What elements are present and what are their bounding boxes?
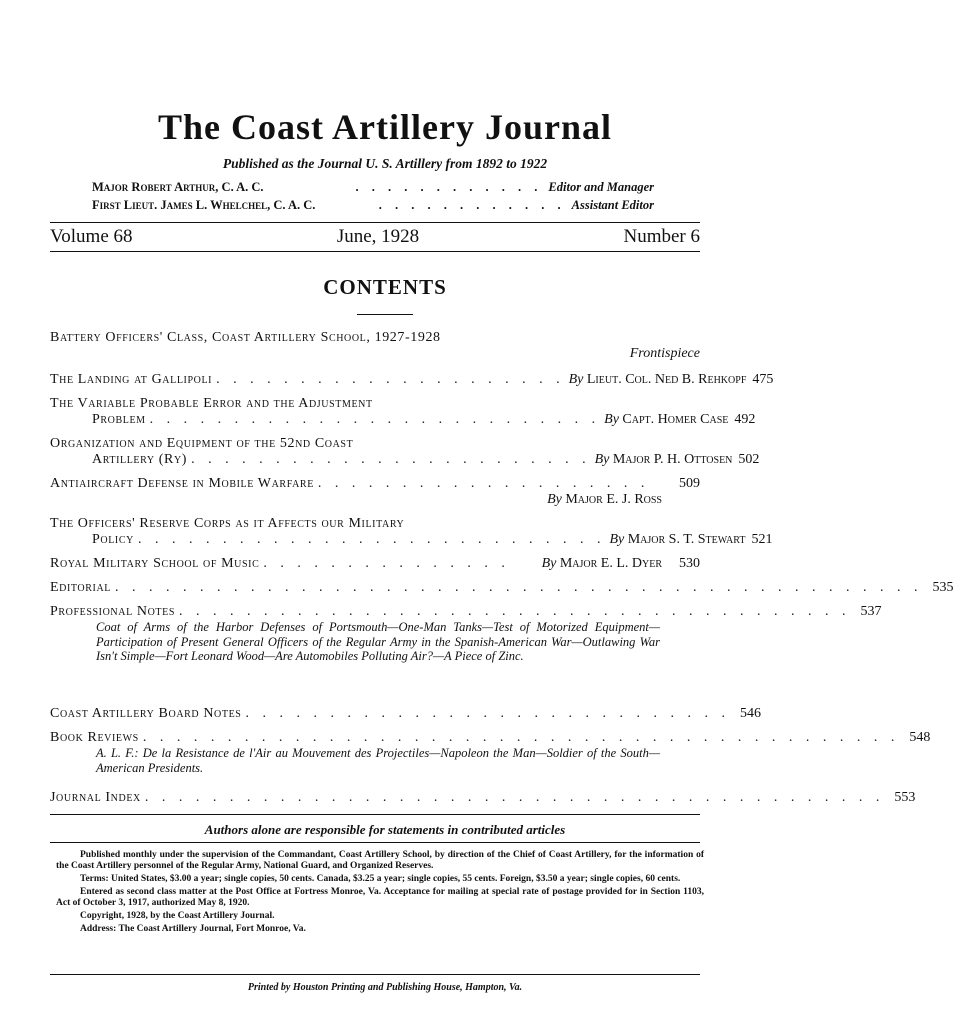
entry-title-cont: Artillery (Ry) — [92, 452, 188, 467]
entry-title: The Variable Probable Error and the Adjustment — [50, 396, 373, 411]
entry-title: The Officers' Reserve Corps as it Affects our Military — [50, 516, 405, 531]
entry-page: 509 — [679, 476, 700, 491]
entry-page: 530 — [679, 556, 700, 571]
divider — [50, 974, 700, 975]
entry-page: 535 — [932, 580, 953, 595]
printer-imprint: Printed by Houston Printing and Publishing House, Hampton, Va. — [247, 982, 523, 993]
toc-entry[interactable] — [50, 372, 774, 388]
leader-dots: . . . . . . . . . . . . . . . . . . . . . . . . . . . . . — [245, 706, 730, 721]
short-rule — [357, 314, 413, 315]
toc-entry[interactable] — [50, 604, 882, 664]
notice-paragraph: Published monthly under the supervision of the Commandant, Coast Artillery School, by direction of the Chief of Coast Artillery, for the information of the Coast Artillery personnel of the Regular Army, National Guard, and Organized Reserves. — [56, 850, 704, 871]
entry-title: Battery Officers' Class, Coast Artillery School, 1927-1928 — [50, 330, 441, 345]
entry-page: 521 — [751, 532, 773, 547]
leader-dots: . . . . . . . . . . . . . . . . . . . . . . . . . . . . — [137, 532, 606, 547]
divider — [50, 222, 700, 223]
staff-editor — [92, 180, 654, 195]
by-label: By — [609, 532, 625, 547]
entry-title: The Landing at Gallipoli — [50, 372, 213, 387]
entry-title: Editorial — [50, 580, 111, 595]
toc-entry[interactable] — [50, 436, 760, 468]
leader-dots: . . . . . . . . . . . . . . . . . . . . . . . . . . . — [149, 412, 601, 427]
leader-dots: . . . . . . . . . . . . . . . . . . . . — [317, 476, 650, 491]
by-label: By — [547, 492, 562, 507]
divider — [50, 842, 700, 843]
entry-subtopics: Coat of Arms of the Harbor Defenses of Portsmouth—One-Man Tanks—Test of Motorized Equipment—Participation of Present General Officers of the Regular Army in the Spanish-American War—Outlawing War Isn't Simple—Fort Leonard Wood—Are Automobiles Polluting Air?—A Piece of Zinc. — [96, 620, 660, 663]
divider — [50, 814, 700, 815]
entry-page: 548 — [909, 730, 931, 745]
leader-dots: . . . . . . . . . . . . . . . . . . . . . . . . . . . . . . . . . . . . . . . . . . . . . — [142, 730, 900, 745]
entry-page: 537 — [860, 604, 882, 619]
toc-entry[interactable] — [50, 730, 931, 775]
volume-number: Volume 68 — [50, 226, 133, 247]
leader-dots: . . . . . . . . . . . . . . . . . . . . . . . . . . . . . . . . . . . . . . . . . . . . — [144, 790, 885, 805]
toc-entry[interactable] — [50, 556, 700, 572]
leader-dots: . . . . . . . . . . . . . . . . . . . . . . . . — [191, 452, 591, 467]
entry-title-cont: Policy — [92, 532, 134, 547]
by-label: By — [604, 412, 619, 427]
contents-heading: CONTENTS — [323, 275, 447, 299]
notice-paragraph: Entered as second class matter at the Post Office at Fortress Monroe, Va. Acceptance for mailing at special rate of postage provided for in Section 1103, Act of October 3, 1917, authorized May 8, 1920. — [56, 887, 704, 908]
entry-title: Book Reviews — [50, 730, 139, 745]
publication-notice — [56, 850, 704, 937]
toc-entry[interactable] — [50, 330, 700, 362]
staff-assistant — [92, 198, 654, 213]
leader-dots: . . . . . . . . . . . . . . . . . . . . . — [216, 372, 565, 387]
entry-title: Organization and Equipment of the 52nd Coast — [50, 436, 354, 451]
entry-subtopics: A. L. F.: De la Resistance de l'Air au Mouvement des Projectiles—Napoleon the Man—Soldier of the South—American Presidents. — [96, 746, 660, 775]
leader-dots: . . . . . . . . . . . . . . . . . . . . . . . . . . . . . . . . . . . . . . . . . . . . . . . . — [114, 580, 923, 595]
leader-dots: . . . . . . . . . . . . . . . . . . . . . . . . . . . . . . . . . . . . . . . . — [179, 604, 851, 619]
notice-paragraph: Copyright, 1928, by the Coast Artillery Journal. — [80, 911, 275, 921]
entry-title: Professional Notes — [50, 604, 175, 619]
assistant-role: Assistant Editor — [571, 198, 654, 212]
editor-role: Editor and Manager — [548, 180, 654, 194]
leader-dots: . . . . . . . . . . . . — [378, 198, 566, 212]
entry-author: Major P. H. Ottosen — [612, 452, 733, 467]
editor-name: Major Robert Arthur, C. A. C. — [92, 180, 264, 194]
entry-author: Major E. J. Ross — [565, 492, 662, 507]
entry-author: Major E. L. Dyer — [559, 556, 662, 571]
toc-entry[interactable] — [50, 580, 953, 596]
toc-entry[interactable] — [50, 476, 700, 508]
entry-page: 492 — [734, 412, 756, 427]
entry-title: Coast Artillery Board Notes — [50, 706, 242, 721]
entry-page: 546 — [739, 706, 761, 721]
toc-entry[interactable] — [50, 396, 756, 428]
entry-author: Capt. Homer Case — [622, 412, 729, 427]
issue-number: Number 6 — [623, 226, 700, 247]
notice-paragraph: Terms: United States, $3.00 a year; single copies, 50 cents. Canada, $3.25 a year; single copies, 55 cents. Foreign, $3.50 a year; single copies, 60 cents. — [80, 874, 681, 884]
entry-title-cont: Problem — [92, 412, 146, 427]
entry-note: Frontispiece — [629, 346, 700, 361]
entry-page: 475 — [752, 372, 774, 387]
entry-page: 553 — [894, 790, 916, 805]
authors-disclaimer: Authors alone are responsible for statements in contributed articles — [204, 822, 566, 837]
by-label: By — [541, 556, 557, 571]
leader-dots: . . . . . . . . . . . . . . . — [263, 556, 510, 571]
divider — [50, 251, 700, 252]
toc-entry[interactable] — [50, 516, 773, 548]
entry-title: Journal Index — [50, 790, 141, 805]
leader-dots: . . . . . . . . . . . . — [355, 180, 543, 194]
entry-title: Royal Military School of Music — [50, 556, 260, 571]
entry-page: 502 — [738, 452, 760, 467]
publication-history: Published as the Journal U. S. Artillery from 1892 to 1922 — [222, 156, 548, 171]
entry-author: Major S. T. Stewart — [627, 532, 746, 547]
by-label: By — [594, 452, 610, 467]
assistant-name: First Lieut. James L. Whelchel, C. A. C. — [92, 198, 316, 212]
issue-date: June, 1928 — [336, 226, 420, 247]
entry-title: Antiaircraft Defense in Mobile Warfare — [50, 476, 314, 491]
notice-paragraph: Address: The Coast Artillery Journal, Fort Monroe, Va. — [80, 924, 306, 934]
journal-masthead: The Coast Artillery Journal — [158, 107, 612, 147]
toc-entry[interactable] — [50, 790, 916, 806]
by-label: By — [568, 372, 584, 387]
issue-bar — [50, 226, 700, 248]
toc-entry[interactable] — [50, 706, 761, 722]
entry-author: Lieut. Col. Ned B. Rehkopf — [586, 372, 747, 387]
